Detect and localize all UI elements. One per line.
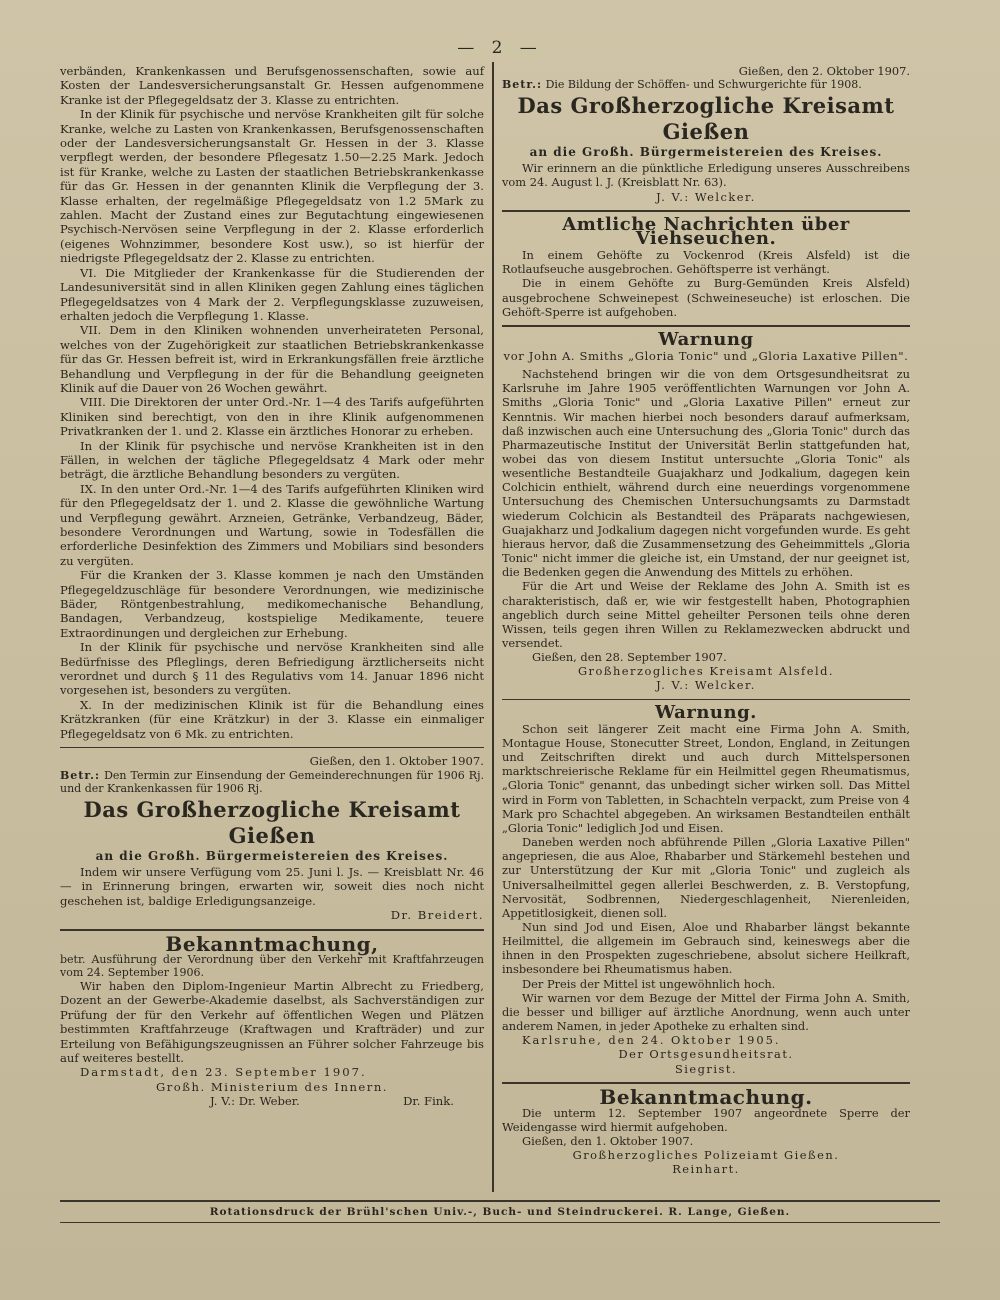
signature: Siegrist.	[674, 1061, 738, 1076]
warning-heading: Warnung	[658, 328, 754, 350]
notice-text: Wir haben den Diplom-Ingenieur Martin Albrecht zu Friedberg, Dozent an der Gewerbe-Akademie daselbst, als Sachverständigen zur Prüfung der für den Verkehr auf öffentlichen Wegen und Plätzen bestimmten Kraftfahrzeuge (Kraftwagen und Krafträder) und zur Erteilung von Befähigungszeugnissen an Führer solcher Fahrzeuge bis auf weiteres bestellt.	[60, 978, 484, 1065]
paragraph: Wir warnen vor dem Bezuge der Mittel der Firma John A. Smith, die besser und billiger auf ärztliche Anordnung, wenn auch unter anderem Namen, in jeder Apotheke zu erhalten sind.	[502, 990, 910, 1034]
section-rule	[60, 929, 484, 931]
right-column	[502, 64, 910, 1177]
notice-text: Wir erinnern an die pünktliche Erledigung unseres Ausschreibens vom 24. August l. J. (Kreisblatt Nr. 63).	[502, 161, 910, 190]
paragraph: In der Klinik für psychische und nervöse Krankheiten ist in den Fällen, in welchen der tägliche Pflegegeldsatz 4 Mark oder mehr beträgt, die ärztliche Behandlung besonders zu vergüten.	[60, 438, 484, 482]
signature: J. V.: Welcker.	[656, 678, 756, 693]
signature: Dr. Fink.	[403, 1094, 454, 1109]
section-rule	[60, 747, 484, 748]
paragraph: verbänden, Krankenkassen und Berufsgenossenschaften, sowie auf Kosten der Landesversicherungsanstalt Gr. Hessen aufgenommene Kranke ist der Pflegegeldsatz der 3. Klasse zu entrichten.	[60, 64, 484, 107]
warning-heading: Warnung.	[655, 701, 757, 723]
authority-title: Das Großherzogliche Kreisamt Gießen	[83, 796, 461, 848]
paragraph: X. In der medizinischen Klinik ist für die Behandlung eines Krätzkranken (für eine Krätzkur) in der 3. Klasse ein einmaliger Pflegegeldsatz von 6 Mk. zu entrichten.	[60, 697, 484, 741]
announcement-heading: Bekanntmachung,	[165, 931, 379, 956]
notice-subject	[502, 78, 910, 91]
authority-subtitle: an die Großh. Bürgermeistereien des Kreises.	[529, 145, 883, 160]
authority-subtitle: an die Großh. Bürgermeistereien des Kreises.	[95, 848, 449, 863]
signature: J. V.: Welcker.	[656, 189, 756, 204]
printer-imprint: Rotationsdruck der Brühl'schen Univ.-, Buch- und Steindruckerei. R. Lange, Gießen.	[60, 1200, 940, 1223]
paragraph: Für die Kranken der 3. Klasse kommen je nach den Umständen Pflegegeldzuschläge für besondere Verordnungen, wie medizinische Bäder, Röntgenbestrahlung, medikomechanische Behandlung, Bandagen, Verbandzeug, kostspielige Medikamente, teuere Extraordinungen und dergleichen zur Erhebung.	[60, 568, 484, 640]
subject-text: Die Bildung der Schöffen- und Schwurgerichte für 1908.	[545, 78, 862, 92]
paragraph: Nachstehend bringen wir die von dem Ortsgesundheitsrat zu Karlsruhe im Jahre 1905 veröffentlichten Warnungen vor John A. Smiths „Gloria Tonic" und „Gloria Laxative Pillen" erneut zur Kenntnis. Wir machen hierbei noch besonders darauf aufmerksam, daß inzwischen auch eine Untersuchung des „Gloria Tonic" durch das Pharmazeutische Institut der Universität Berlin stattgefunden hat, wobei das von diesem Institut untersuchte „Gloria Tonic" als wesentliche Bestandteile Guajakharz und Jodkalium, dagegen kein Colchicin enthielt, während durch eine neuerdings vorgenommene Untersuchung des Chemischen Untersuchungsamts zu Darmstadt wiederum Colchicin als Bestandteil des Präparats nachgewiesen, Guajakharz und Jodkalium dagegen nicht vorgefunden wurde. Es geht hieraus hervor, daß die Zusammensetzung des Geheimmittels „Gloria Tonic" nicht immer die gleiche ist, ein Umstand, der nur geeignet ist, die Bedenken gegen die Anwendung des Mittels zu erhöhen.	[502, 367, 910, 580]
notice-date: Gießen, den 1. Oktober 1907.	[522, 1134, 694, 1149]
authority-title: Das Großherzogliche Kreisamt Gießen	[517, 93, 895, 145]
paragraph: Schon seit längerer Zeit macht eine Firma John A. Smith, Montague House, Stonecutter Street, London, England, in Zeitungen und Zeitschriften direkt und auch durch Mittelspersonen marktschreierische Reklame für ein Heilmittel gegen Rheumatismus, „Gloria Tonic" genannt, das unbedingt sicher wirken soll. Das Mittel wird in Form von Tabletten, in Schachteln verpackt, zum Preise von 4 Mark pro Schachtel abgegeben. An wirksamen Bestandteilen enthält „Gloria Tonic" lediglich Jod und Eisen.	[502, 721, 910, 835]
paragraph: Für die Art und Weise der Reklame des John A. Smith ist es charakteristisch, daß er, wie wir festgestellt haben, Photographien angeblich durch seine Mittel geheilter Personen teils ohne deren Wissen, teils gegen ihren Willen zu Reklamezwecken abdruckt und versendet.	[502, 579, 910, 650]
paragraph: In einem Gehöfte zu Vockenrod (Kreis Alsfeld) ist die Rotlaufseuche ausgebrochen. Gehöftsperre ist verhängt.	[502, 248, 910, 277]
notice-subject: betr. Ausführung der Verordnung über den Verkehr mit Kraftfahrzeugen vom 24. September 1906.	[60, 952, 484, 979]
section-rule	[502, 699, 910, 700]
notice-date: Gießen, den 2. Oktober 1907.	[738, 64, 910, 78]
left-column	[60, 64, 484, 1109]
signature: J. V.: Dr. Weber.	[210, 1094, 300, 1109]
paragraph: VIII. Die Direktoren der unter Ord.-Nr. 1—4 des Tarifs aufgeführten Kliniken sind berechtigt, von den in ihre Klinik aufgenommenen Privatkranken der 1. und 2. Klasse ein ärztliches Honorar zu erheben.	[60, 395, 484, 439]
section-rule	[502, 1082, 910, 1084]
column-divider	[492, 62, 494, 1192]
paragraph: Der Preis der Mittel ist ungewöhnlich hoch.	[522, 976, 776, 991]
notice-date: Gießen, den 28. September 1907.	[532, 650, 727, 665]
paragraph: VI. Die Mitglieder der Krankenkasse für die Studierenden der Landesuniversität sind in allen Kliniken gegen Zahlung eines täglichen Pflegegeldsatzes von 4 Mark der 2. Verpflegungsklasse zuzuweisen, erhalten jedoch die Verpflegung 1. Klasse.	[60, 265, 484, 323]
announcement-heading: Bekanntmachung.	[599, 1084, 813, 1109]
notice-text: Die unterm 12. September 1907 angeordnete Sperre der Weidengasse wird hiermit aufgehoben.	[502, 1105, 910, 1134]
notice-subject	[60, 769, 484, 795]
paragraph: Nun sind Jod und Eisen, Aloe und Rhabarber längst bekannte Heilmittel, die allgemein im Gebrauch sind, keineswegs aber die ihnen in den Prospekten zugeschriebene, absolut sichere Heilkraft, insbesondere bei Rheumatismus haben.	[502, 919, 910, 977]
paragraph: VII. Dem in den Kliniken wohnenden unverheirateten Personal, welches von der Zugehörigkeit zur staatlichen Betriebskrankenkasse für das Gr. Hessen befreit ist, wird in Erkrankungsfällen freie ärztliche Behandlung und Verpflegung in der für die Behandlung geeigneten Klinik auf die Dauer von 26 Wochen gewährt.	[60, 323, 484, 395]
paragraph: In der Klinik für psychische und nervöse Krankheiten sind alle Bedürfnisse des Pfleglings, deren Befriedigung ärztlicherseits nicht verordnet und durch § 11 des Regulativs vom 14. Januar 1896 nicht vorgesehen ist, besonders zu vergüten.	[60, 640, 484, 698]
ministry-name: Großh. Ministerium des Innern.	[156, 1079, 388, 1094]
livestock-disease-heading: Amtliche Nachrichten über Viehseuchen.	[562, 213, 850, 249]
signature: Dr. Breidert.	[390, 908, 484, 923]
warning-subheading: vor John A. Smiths „Gloria Tonic" und „Gloria Laxative Pillen".	[503, 349, 909, 364]
paragraph: Daneben werden noch abführende Pillen „Gloria Laxative Pillen" angepriesen, die aus Aloe, Rhabarber und Stärkemehl bestehen und zur Unterstützung der Kur mit „Gloria Tonic" und zugleich als Universalheilmittel gegen allerlei Beschwerden, z. B. Verstopfung, Nervosität, Sodbrennen, Niedergeschlagenheit, Nierenleiden, Appetitlosigkeit, dienen soll.	[502, 835, 910, 920]
office-name: Großherzogliches Kreisamt Alsfeld.	[577, 664, 835, 679]
notice-text: Indem wir unsere Verfügung vom 25. Juni l. Js. — Kreisblatt Nr. 46 — in Erinnerung bringen, erwarten wir, soweit dies noch nicht geschehen ist, baldige Erledigungsanzeige.	[60, 864, 484, 908]
subject-label: Betr.:	[60, 768, 101, 782]
paragraph: In der Klinik für psychische und nervöse Krankheiten gilt für solche Kranke, welche zu Lasten von Krankenkassen, Berufsgenossenschaften oder der Landesversicherungsanstalt Gr. Hessen in der 3. Klasse verpflegt werden, der besondere Pflegesatz 1.50—2.25 Mark. Jedoch ist für Kranke, welche zu Lasten der staatlichen Betriebskrankenkasse für das Gr. Hessen in der genannten Klinik die Verpflegung der 3. Klasse erhalten, der regelmäßige Pflegegeldsatz von 1.2 5Mark zu zahlen. Macht der Zustand eines zur Begutachtung eingewiesenen Psychisch-Nervösen seine Verpflegung in der 2. Klasse erforderlich (eigenes Wohnzimmer, besondere Kost usw.), so ist hierfür der niedrigste Pflegegeldsatz der 2. Klasse zu entrichten.	[60, 107, 484, 266]
signature: Reinhart.	[672, 1162, 740, 1177]
notice-date: Gießen, den 1. Oktober 1907.	[309, 754, 484, 769]
office-name: Großherzogliches Polizeiamt Gießen.	[572, 1148, 840, 1163]
office-name: Der Ortsgesundheitsrat.	[618, 1047, 794, 1062]
section-rule	[502, 210, 910, 212]
page-number: — 2 —	[457, 38, 543, 58]
subject-label: Betr.:	[502, 78, 543, 92]
paragraph: Die in einem Gehöfte zu Burg-Gemünden Kreis Alsfeld) ausgebrochene Schweinepest (Schweineseuche) ist erloschen. Die Gehöft-Sperre ist aufgehoben.	[502, 276, 910, 319]
subject-text: Den Termin zur Einsendung der Gemeinderechnungen für 1906 Rj. und der Krankenkassen für 1906 Rj.	[60, 768, 484, 795]
paragraph: IX. In den unter Ord.-Nr. 1—4 des Tarifs aufgeführten Kliniken wird für den Pflegegeldsatz der 1. und 2. Klasse die gewöhnliche Wartung und Verpflegung gewährt. Arzneien, Getränke, Verbandzeug, Bäder, besondere Verordnungen und Wartung, sowie in Todesfällen die erforderliche Desinfektion des Zimmers und Mobiliars sind besonders zu vergüten.	[60, 481, 484, 568]
notice-date: Karlsruhe, den 24. Oktober 1905.	[522, 1033, 781, 1048]
notice-date: Darmstadt, den 23. September 1907.	[80, 1065, 367, 1080]
signature-line	[60, 1094, 484, 1108]
section-rule	[502, 325, 910, 327]
